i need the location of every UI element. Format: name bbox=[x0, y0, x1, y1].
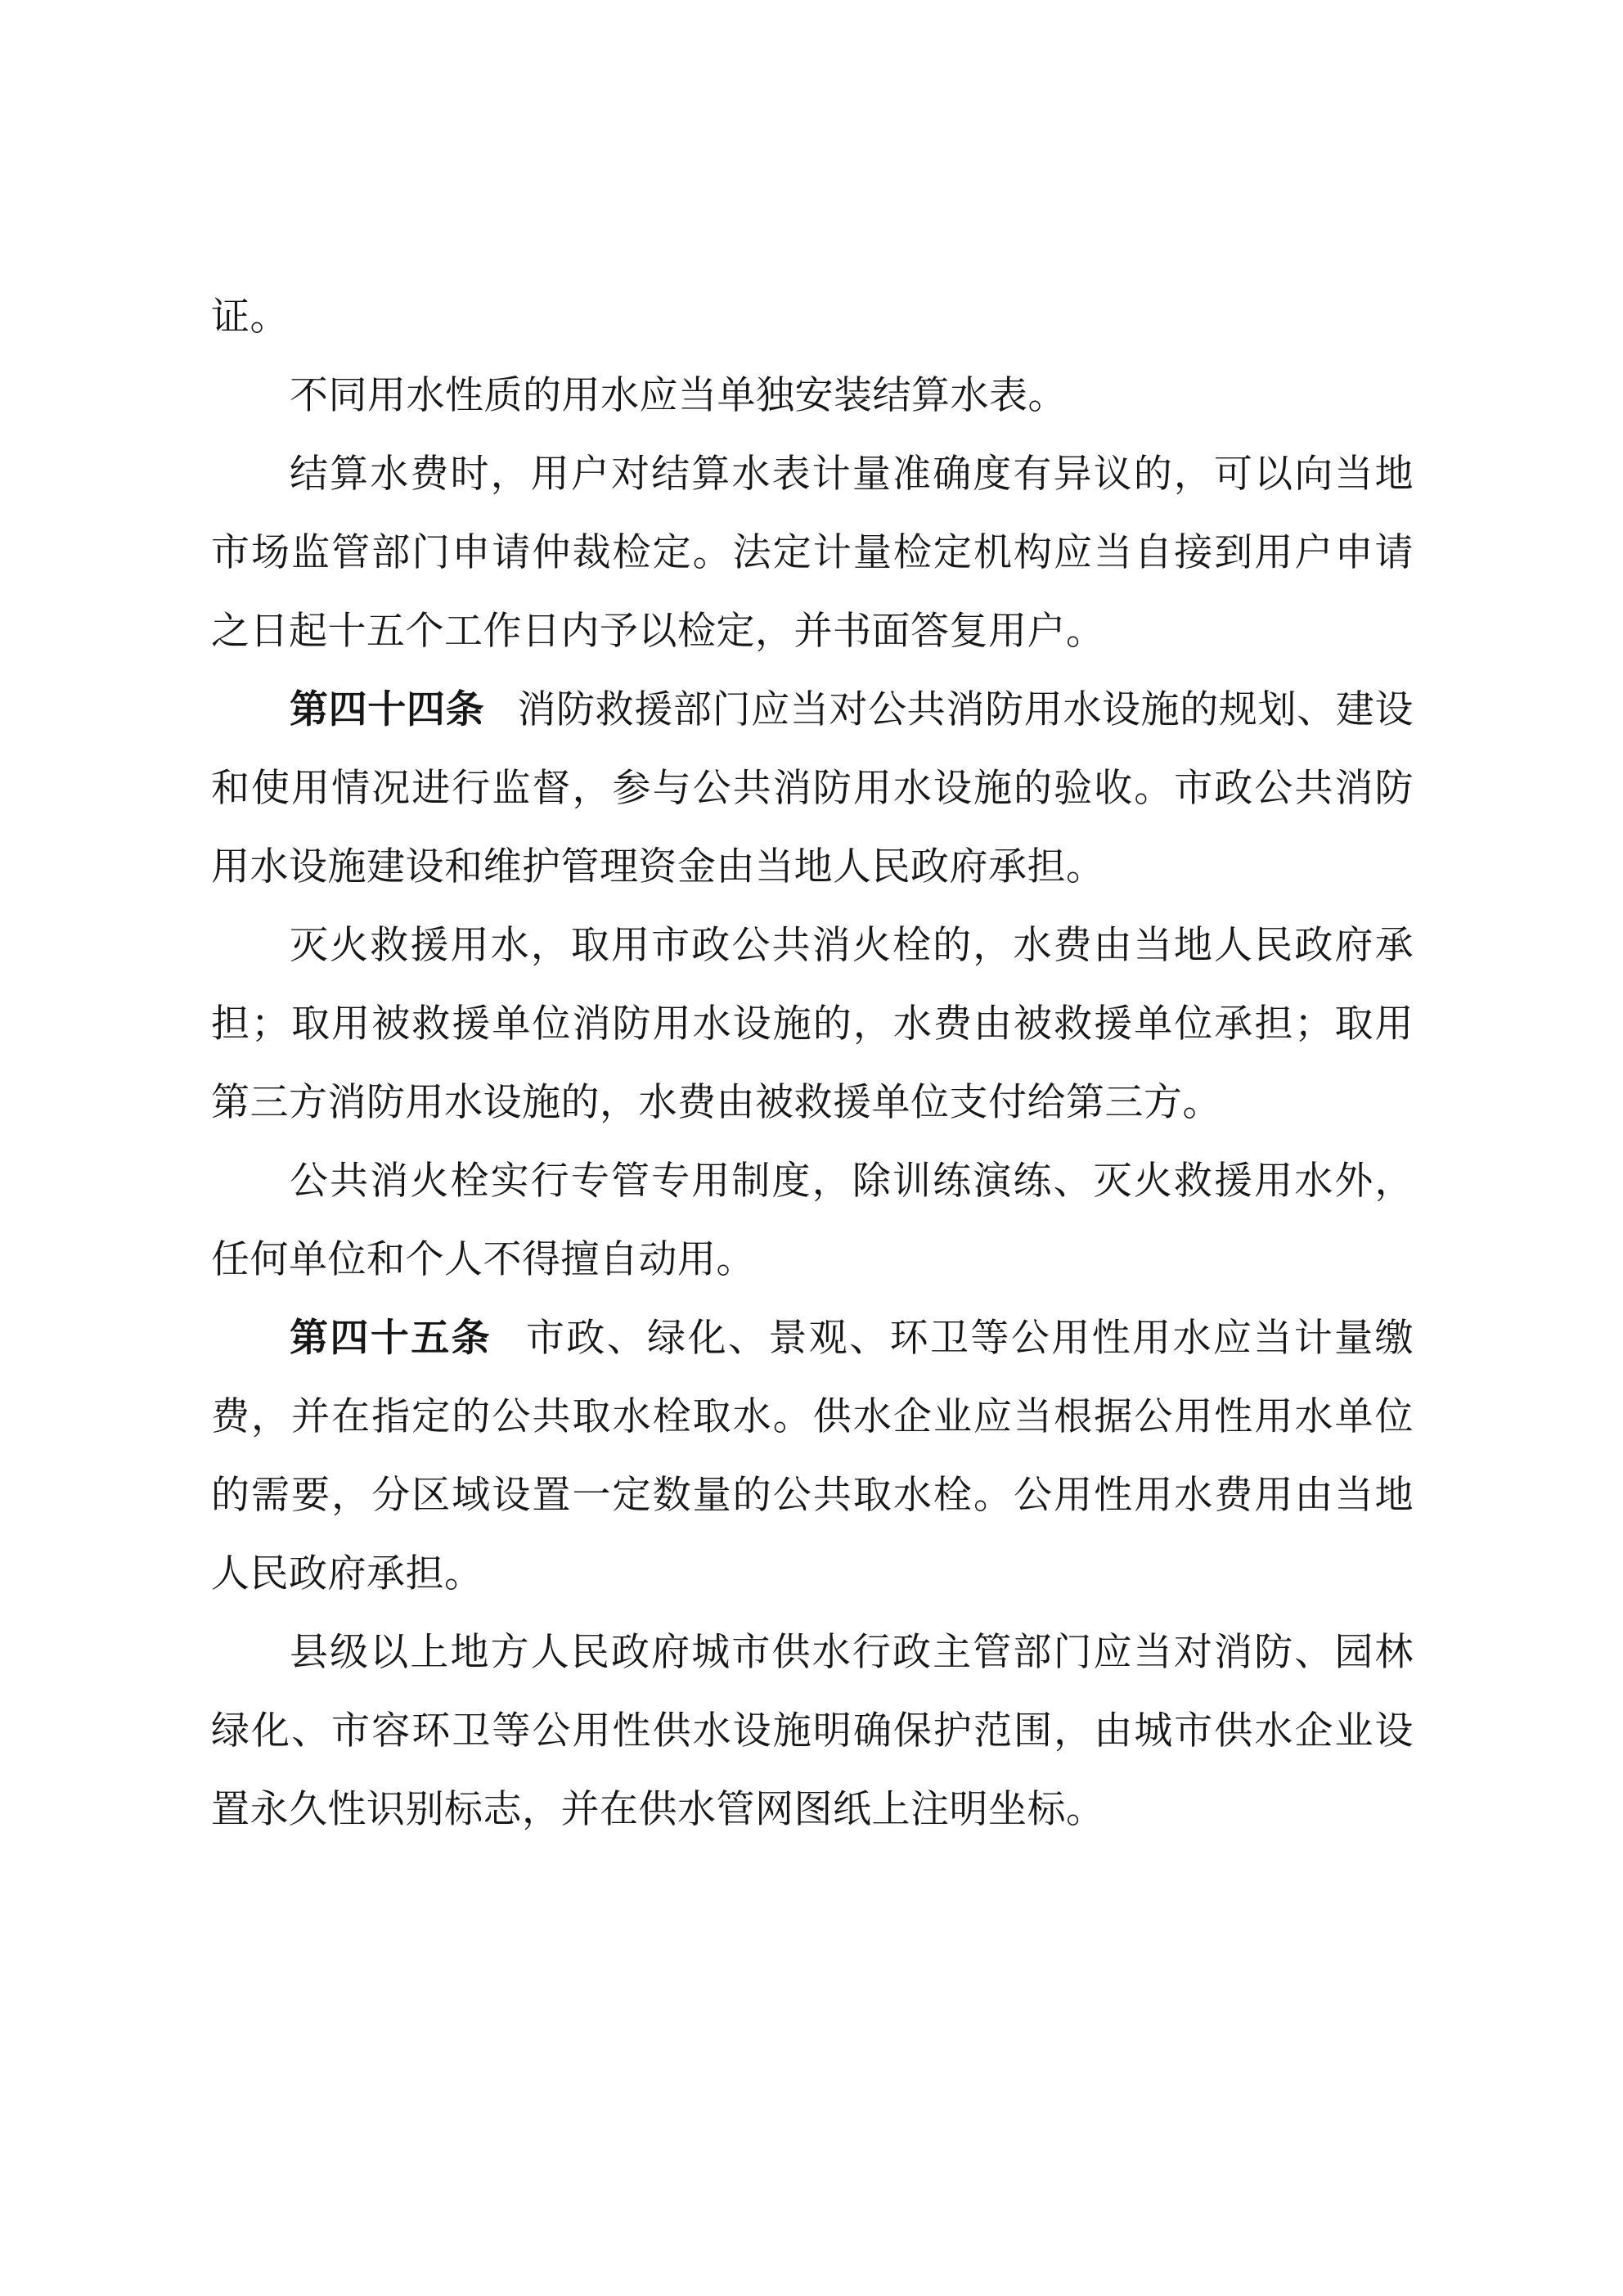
paragraph-text: 结算水费时，用户对结算水表计量准确度有异议的，可以向当地市场监管部门申请仲裁检定。法定计量检定机构应当自接到用户申请之日起十五个工作日内予以检定，并书面答复用户。 bbox=[211, 452, 1414, 654]
paragraph bbox=[211, 278, 1414, 357]
paragraph bbox=[211, 1142, 1414, 1299]
paragraph-text: 县级以上地方人民政府城市供水行政主管部门应当对消防、园林绿化、市容环卫等公用性供水设施明确保护范围，由城市供水企业设置永久性识别标志，并在供水管网图纸上注明坐标。 bbox=[211, 1630, 1414, 1832]
paragraph-text: 市政、绿化、景观、环卫等公用性用水应当计量缴费，并在指定的公共取水栓取水。供水企业应当根据公用性用水单位的需要，分区域设置一定数量的公共取水栓。公用性用水费用由当地人民政府承担。 bbox=[211, 1316, 1414, 1596]
article-paragraph bbox=[211, 1299, 1414, 1614]
article-paragraph bbox=[211, 671, 1414, 907]
paragraph-text: 灭火救援用水，取用市政公共消火栓的，水费由当地人民政府承担；取用被救援单位消防用水设施的，水费由被救援单位承担；取用第三方消防用水设施的，水费由被救援单位支付给第三方。 bbox=[211, 923, 1414, 1125]
paragraph bbox=[211, 435, 1414, 671]
paragraph bbox=[211, 357, 1414, 435]
document-body bbox=[211, 278, 1414, 1849]
article-number-45: 第四十五条 bbox=[290, 1316, 492, 1361]
paragraph bbox=[211, 907, 1414, 1142]
paragraph-text: 证。 bbox=[211, 295, 289, 340]
paragraph-text: 消防救援部门应当对公共消防用水设施的规划、建设和使用情况进行监督，参与公共消防用水设施的验收。市政公共消防用水设施建设和维护管理资金由当地人民政府承担。 bbox=[211, 687, 1414, 889]
article-number-44: 第四十四条 bbox=[290, 687, 485, 732]
paragraph bbox=[211, 1614, 1414, 1849]
paragraph-text: 不同用水性质的用水应当单独安装结算水表。 bbox=[290, 373, 1067, 418]
paragraph-text: 公共消火栓实行专管专用制度，除训练演练、灭火救援用水外，任何单位和个人不得擅自动用。 bbox=[211, 1159, 1414, 1282]
